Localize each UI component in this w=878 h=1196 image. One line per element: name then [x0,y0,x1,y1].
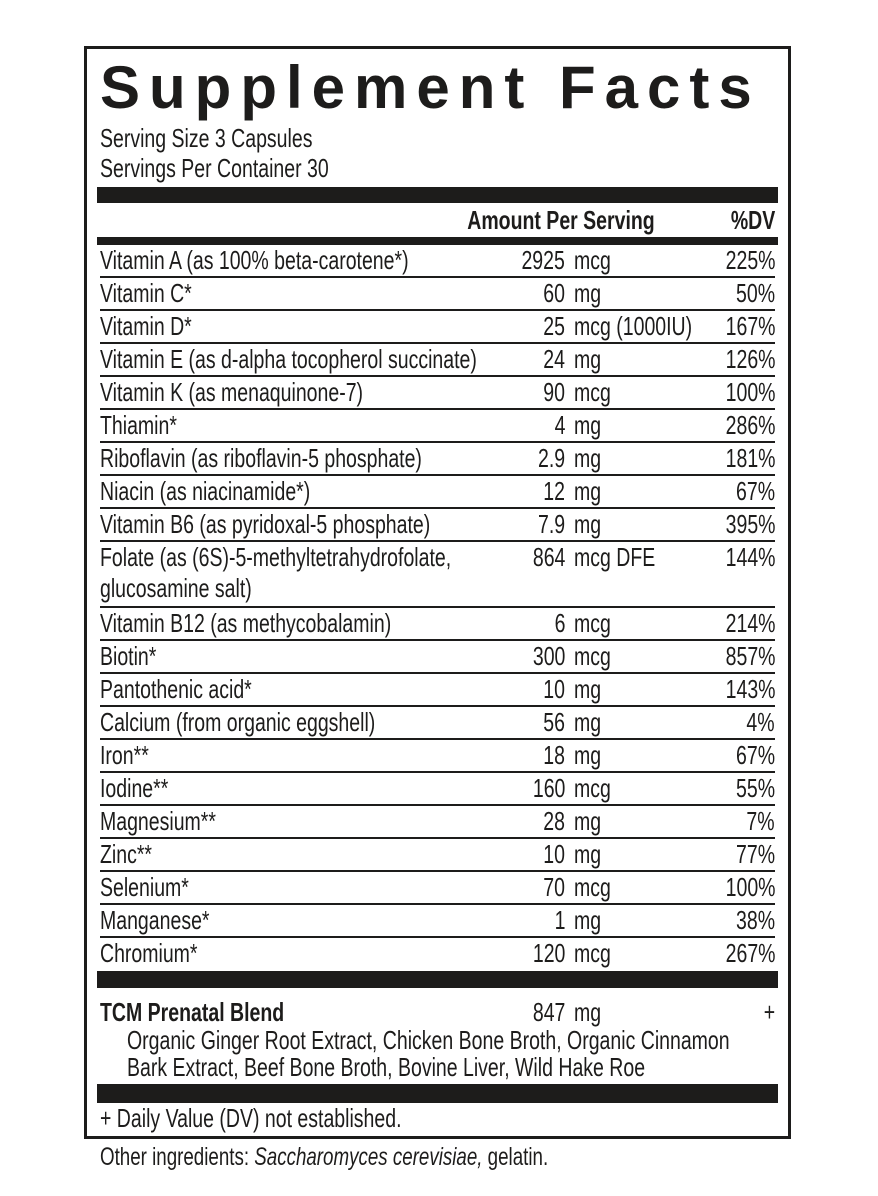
servings-per-container-text: Servings Per Container 30 [100,153,329,183]
nutrient-amount-unit: mcg [574,872,611,902]
nutrient-name-text: Niacin (as niacinamide*) [100,476,311,506]
other-ingredients [100,1143,698,1171]
nutrient-amount-unit: mg [574,509,602,539]
nutrient-amount-unit: mcg [574,245,611,275]
nutrient-name-text: Vitamin K (as menaquinone-7) [100,377,364,407]
nutrient-row [100,938,775,971]
nutrient-name-text: Vitamin B6 (as pyridoxal-5 phosphate) [100,509,431,539]
nutrient-amount-value: 24 [543,344,565,374]
nutrient-row [100,245,775,278]
nutrient-dv: 225% [725,245,775,275]
nutrient-amount-value: 25 [543,311,565,341]
nutrient-amount-value: 60 [543,278,565,308]
nutrient-amount-value: 7.9 [537,509,565,539]
nutrient-row [100,641,775,674]
nutrient-amount-unit: mcg [574,377,611,407]
nutrient-name-text: Folate (as (6S)-5-methyltetrahydrofolate, [100,542,452,572]
nutrient-dv: 857% [725,641,775,671]
nutrient-dv: 38% [735,905,775,935]
nutrient-amount-unit: mg [574,740,602,770]
nutrient-amount-value: 10 [543,839,565,869]
blend-header-row [100,997,775,1027]
nutrient-row [100,344,775,377]
nutrient-amount-unit: mcg DFE [574,542,656,572]
nutrient-dv: 7% [746,806,775,836]
table-header-row [100,203,775,237]
nutrient-name-text: Pantothenic acid* [100,674,252,704]
nutrient-amount-unit: mg [574,905,602,935]
nutrient-row [100,707,775,740]
nutrient-row [100,410,775,443]
other-ingredients-species: Saccharomyces cerevisiae, [254,1143,483,1171]
serving-size-line [100,123,775,153]
serving-info [100,123,775,183]
nutrient-name-text: Vitamin B12 (as methycobalamin) [100,608,392,638]
nutrient-amount-value: 10 [543,674,565,704]
nutrient-amount-value: 56 [543,707,565,737]
nutrient-row [100,905,775,938]
nutrient-name [100,278,222,309]
blend-amount-unit: mg [574,997,602,1027]
nutrient-dv: 100% [725,872,775,902]
nutrient-name [100,245,511,276]
nutrient-dv: 67% [735,740,775,770]
nutrient-dv: 77% [735,839,775,869]
nutrient-amount-value: 1 [554,905,565,935]
blend-ingredients-line: Bark Extract, Beef Bone Broth, Bovine Liver, Wild Hake Roe [127,1052,646,1082]
nutrient-name [100,542,568,604]
nutrient-dv: 214% [725,608,775,638]
nutrient-amount-unit: mcg [574,773,611,803]
nutrient-amount-value: 2.9 [537,443,565,473]
nutrient-row [100,443,775,476]
nutrient-dv: 143% [725,674,775,704]
nutrient-amount-value: 300 [532,641,565,671]
nutrient-amount-value: 18 [543,740,565,770]
blend-dv: + [763,997,775,1027]
nutrient-amount-unit: mg [574,476,602,506]
nutrient-name [100,773,191,804]
nutrient-row [100,839,775,872]
nutrient-dv: 181% [725,443,775,473]
nutrient-amount-unit: mg [574,344,602,374]
nutrient-row [100,674,775,707]
supplement-facts-panel [84,46,791,1139]
thick-divider-bottom [97,1084,778,1103]
nutrient-amount-unit: mg [574,839,602,869]
daily-value-footnote: + Daily Value (DV) not established. [100,1103,402,1133]
column-header-amount: Amount Per Serving [467,205,655,235]
nutrient-name [100,905,246,936]
nutrient-name-text: Vitamin C* [100,278,192,308]
nutrient-amount-value: 864 [532,542,565,572]
nutrient-name [100,476,380,507]
nutrient-name [100,872,219,903]
nutrient-dv: 286% [725,410,775,440]
nutrient-name-text: Manganese* [100,905,210,935]
nutrient-name [100,674,302,705]
nutrient-row [100,542,775,608]
nutrient-name-text: Calcium (from organic eggshell) [100,707,376,737]
panel-title: Supplement Facts [100,54,761,121]
nutrient-row [100,773,775,806]
nutrient-dv: 100% [725,377,775,407]
blend-ingredients [100,1027,775,1081]
nutrient-row [100,311,775,344]
blend-ingredients-line: Organic Ginger Root Extract, Chicken Bone Broth, Organic Cinnamon [127,1025,730,1055]
nutrient-amount-value: 2925 [521,245,565,275]
nutrient-dv: 50% [735,278,775,308]
nutrient-name [100,608,488,639]
nutrient-name-text: Biotin* [100,641,157,671]
nutrient-rows [100,245,775,971]
nutrient-amount-unit: mcg [574,938,611,968]
nutrient-row [100,872,775,905]
nutrient-amount-value: 120 [532,938,565,968]
nutrient-dv: 167% [725,311,775,341]
other-ingredients-suffix: gelatin. [482,1143,549,1171]
nutrient-row [100,278,775,311]
nutrient-name [100,740,165,771]
nutrient-amount-unit: mg [574,410,602,440]
nutrient-amount-unit: mg [574,806,602,836]
nutrient-row [100,608,775,641]
column-header-dv: %DV [730,205,775,235]
nutrient-name-text: Magnesium** [100,806,216,836]
nutrient-amount-value: 70 [543,872,565,902]
nutrient-dv: 67% [735,476,775,506]
other-ingredients-prefix: Other ingredients: [100,1143,255,1171]
nutrient-name-text: Vitamin D* [100,311,192,341]
thick-divider-blend [97,971,778,988]
nutrient-amount-value: 28 [543,806,565,836]
nutrient-amount-unit: mg [574,707,602,737]
nutrient-amount-unit: mg [574,278,602,308]
thick-divider-top [97,187,778,203]
nutrient-dv: 55% [735,773,775,803]
nutrient-name-text: Vitamin E (as d-alpha tocopherol succinate) [100,344,477,374]
nutrient-row [100,806,775,839]
nutrient-name-text: glucosamine salt) [100,573,252,603]
nutrient-amount-value: 90 [543,377,565,407]
thin-divider-header [97,237,778,245]
nutrient-name-text: Iron** [100,740,149,770]
nutrient-row [100,476,775,509]
serving-size-text: Serving Size 3 Capsules [100,123,313,153]
nutrient-amount-unit: mcg (1000IU) [574,311,693,341]
nutrient-name-text: Iodine** [100,773,169,803]
nutrient-dv: 267% [725,938,775,968]
nutrient-name [100,839,169,870]
nutrient-amount-unit: mcg [574,608,611,638]
nutrient-amount-value: 6 [554,608,565,638]
nutrient-dv: 144% [725,542,775,572]
nutrient-dv: 395% [725,509,775,539]
nutrient-name [100,641,175,672]
nutrient-name-text: Chromium* [100,938,198,968]
nutrient-name [100,377,451,408]
nutrient-name-text: Zinc** [100,839,153,869]
blend-amount-value: 847 [532,997,565,1027]
nutrient-name [100,410,203,441]
nutrient-row [100,509,775,542]
nutrient-name [100,509,540,540]
nutrient-name [100,806,255,837]
blend-name: TCM Prenatal Blend [100,997,285,1027]
nutrient-amount-unit: mcg [574,641,611,671]
nutrient-amount-unit: mg [574,674,602,704]
nutrient-row [100,740,775,773]
nutrient-amount-value: 4 [554,410,565,440]
nutrient-name-text: Selenium* [100,872,189,902]
servings-per-container-line [100,153,775,183]
nutrient-name [100,344,602,375]
nutrient-name-text: Vitamin A (as 100% beta-carotene*) [100,245,409,275]
nutrient-dv: 4% [746,707,775,737]
nutrient-amount-value: 12 [543,476,565,506]
nutrient-row [100,377,775,410]
nutrient-amount-value: 160 [532,773,565,803]
nutrient-name [100,311,222,342]
nutrient-name [100,707,467,738]
nutrient-name-text: Thiamin* [100,410,177,440]
nutrient-dv: 126% [725,344,775,374]
nutrient-name [100,938,230,969]
nutrient-name [100,443,529,474]
nutrient-amount-unit: mg [574,443,602,473]
nutrient-name-text: Riboflavin (as riboflavin-5 phosphate) [100,443,422,473]
